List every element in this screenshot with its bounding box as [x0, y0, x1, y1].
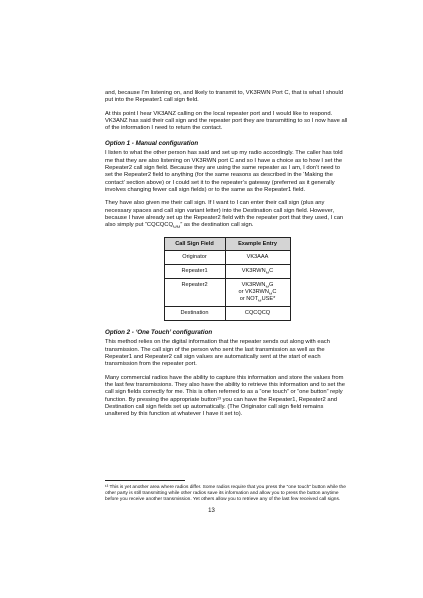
page-number: 13 — [208, 508, 215, 514]
table-row — [164, 251, 290, 265]
entry-line: or VK3RWN␣C — [238, 289, 277, 296]
table-header-cell: Example Entry — [225, 238, 290, 251]
entry-line: CQCQCQ — [244, 310, 271, 317]
entry-line: VK3RWN␣G — [241, 282, 274, 289]
paragraph: This method relies on the digital information that the repeater sends out along with each transmission. The call sign of the person who sent the last transmission as well as the Repeater1 and Repeater2 call sign values are automatically sent at the start of each transmission from the repeater port. — [105, 339, 330, 368]
table-cell-field: Repeater1 — [164, 265, 225, 279]
paragraph: and, because I’m listening on, and likely to transmit to, VK3RWN Port C, that is what I should put into the Repeater1 call sign field. — [105, 90, 344, 104]
paragraph: They have also given me their call sign. If I want to I can enter their call sign (plus any necessary spaces and call sign variant letter) into the Destination call sign field. However, because I have already set up the Repeater2 field with the repeater port that they used, I can also simply put “CQCQCQ␣␣” as the destination call sign. — [105, 200, 344, 229]
section-heading: Option 1 - Manual configuration — [105, 140, 199, 148]
table-cell-field: Originator — [164, 251, 225, 265]
footnote-divider — [105, 480, 185, 481]
entry-line: VK3AAA — [246, 254, 269, 261]
table-cell-field: Repeater2 — [164, 279, 225, 307]
table-cell-entry — [225, 265, 290, 279]
entry-line: VK3RWN␣C — [241, 268, 274, 275]
table-cell-field: Destination — [164, 307, 225, 321]
section-heading: Option 2 - ‘One Touch’ configuration — [105, 329, 213, 337]
entry-line: or NOT␣USE* — [239, 296, 276, 303]
table-row — [164, 265, 290, 279]
document-body — [105, 90, 349, 418]
table-cell-entry — [225, 307, 290, 321]
paragraph: Many commercial radios have the ability to capture this information and store the values from the last few transmissions. They also have the ability to retrieve this information and to set the call sign fields correctly for me. This is often referred to as a “one touch” or “one button” reply function. By pressing the appropriate button¹³ you can have the Repeater1, Repeater2 and Destination call sign fields set up automatically. (The Originator call sign field remains unaltered by this function at whatever I have it set to). — [105, 374, 345, 418]
table-row — [164, 279, 290, 307]
paragraph: I listen to what the other person has said and set up my radio accordingly. The caller has told me that they are also listening on VK3RWN port C and so I have a choice as to how I set the Repeater2 call sign field. Because they are using the same repeater as I am, I don’t need to set the Repeater2 field to anything (for the same reasons as described in the ‘Making the contact’ section above) or I could set it to the repeater’s gateway (preferred as it generally involves changing fewer call sign fields) or to the same as the Repeater1 field. — [105, 150, 343, 193]
call-sign-table — [164, 237, 291, 321]
table-cell-entry — [225, 251, 290, 265]
table-header-cell: Call Sign Field — [164, 238, 225, 251]
table-row — [164, 307, 290, 321]
footnote: ¹³ This is yet another area where radios differ. Some radios require that you press the “one touch” button while the other party is still transmitting while other radios save its information and allow you to press the button anytime before you receive another transmission. Yet others allow you to retrieve any of the last few received call signs. — [105, 485, 346, 502]
table-header-row — [164, 238, 290, 251]
table-cell-entry — [225, 279, 290, 307]
call-sign-table-wrapper — [105, 237, 349, 321]
paragraph: At this point I hear VK3ANZ calling on the local repeater port and I would like to respond. VK3ANZ has said their call sign and the repeater port they are transmitting to so I now have all of the information I need to return the contact. — [105, 110, 348, 132]
